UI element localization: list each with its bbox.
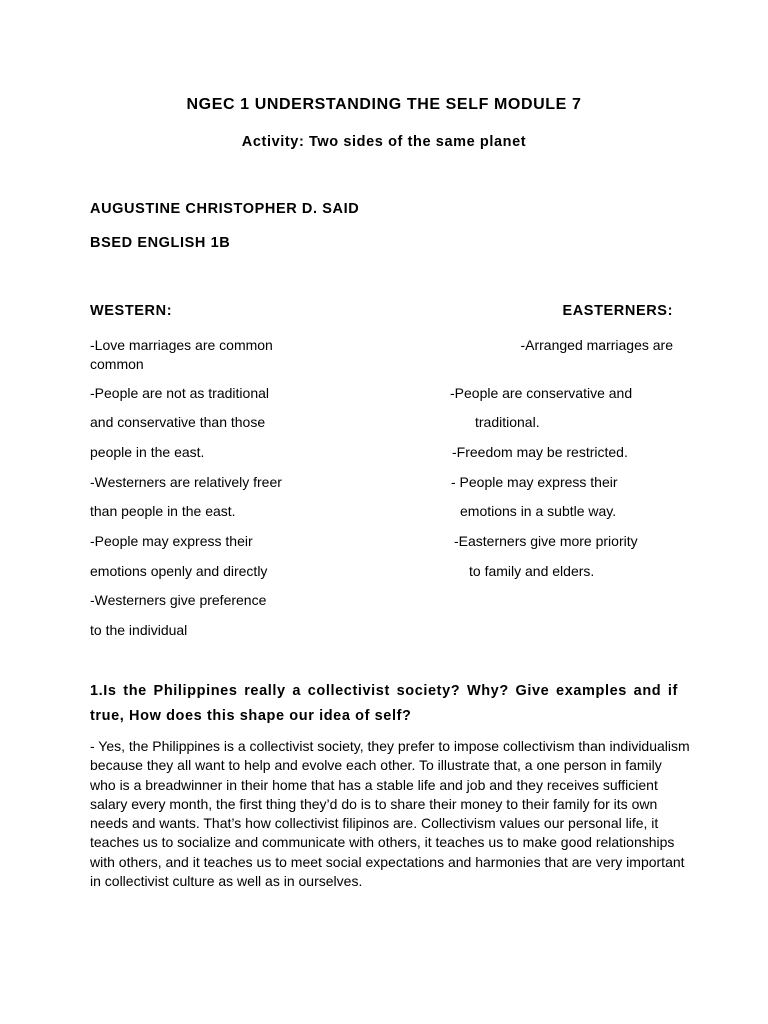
question-1: 1.Is the Philippines really a collectivist society? Why? Give examples and if true, How does this shape our idea of self? [90, 683, 678, 724]
easterners-heading: EASTERNERS: [562, 303, 673, 319]
document-title: NGEC 1 UNDERSTANDING THE SELF MODULE 7 [186, 96, 582, 113]
eastern-line: -Arranged marriages are [520, 337, 673, 353]
eastern-line: -Easterners give more priority [454, 533, 638, 549]
eastern-line: traditional. [475, 414, 540, 430]
western-line: common [90, 356, 144, 372]
eastern-line: -Freedom may be restricted. [452, 444, 628, 460]
eastern-line: to family and elders. [469, 563, 595, 579]
student-name: AUGUSTINE CHRISTOPHER D. SAID [90, 201, 360, 217]
western-line: to the individual [90, 622, 188, 638]
western-line: -People are not as traditional [90, 385, 269, 401]
western-line: -Love marriages are common [90, 337, 273, 353]
eastern-line: -People are conservative and [450, 385, 633, 401]
western-line: people in the east. [90, 444, 205, 460]
western-line: than people in the east. [90, 503, 236, 519]
eastern-line: emotions in a subtle way. [460, 503, 617, 519]
western-heading: WESTERN: [90, 303, 173, 319]
western-line: and conservative than those [90, 414, 266, 430]
eastern-line: - People may express their [451, 474, 618, 490]
activity-subtitle: Activity: Two sides of the same planet [241, 134, 527, 150]
answer-1: - Yes, the Philippines is a collectivist society, they prefer to impose collectivism than individualism because they all want to help and evolve each other. To illustrate that, a one person in family who is a breadwinner in their home that has a stable life and job and they receives sufficient salary every month, the first thing they’d do is to share their money to their family for its own needs and wants. That’s how collectivist filipinos are. Collectivism values our personal life, it teaches us to socialize and communicate with others, it teaches us to make good relationships with others, and it teaches us to meet social expectations and harmonies that are very important in collectivist culture as well as in ourselves. [90, 738, 690, 890]
western-line: -Westerners give preference [90, 592, 267, 608]
western-line: -People may express their [90, 533, 253, 549]
course-section: BSED ENGLISH 1B [90, 235, 231, 251]
western-line: -Westerners are relatively freer [90, 474, 282, 490]
western-line: emotions openly and directly [90, 563, 268, 579]
